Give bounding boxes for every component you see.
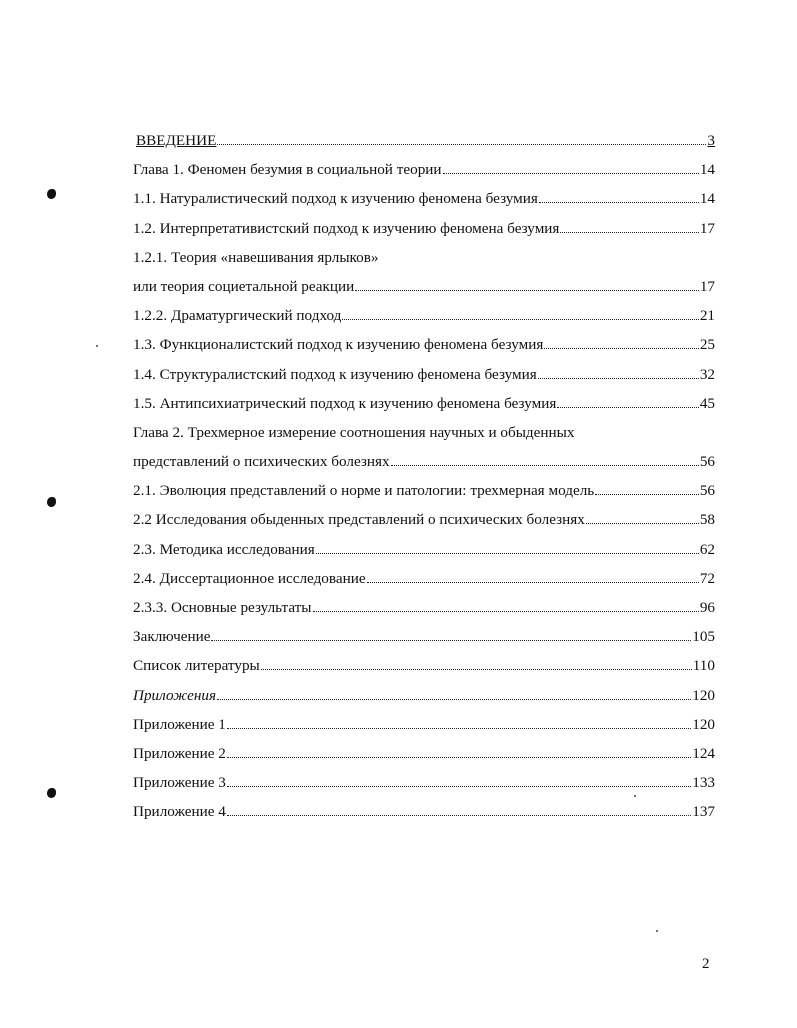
toc-entry-page: 17 <box>699 277 715 295</box>
toc-entry-page: 56 <box>699 453 715 471</box>
toc-entry <box>133 330 715 359</box>
table-of-contents <box>133 126 715 827</box>
toc-entry-label: Список литературы <box>133 657 260 675</box>
toc-entry-label: 1.1. Натуралистический подход к изучению феномена безумия <box>133 190 538 208</box>
toc-entry-page: 137 <box>692 803 715 821</box>
toc-entry-label: 2.3. Методика исследования <box>133 540 315 558</box>
toc-entry-label: представлений о психических болезнях <box>133 453 390 471</box>
toc-entry-page: 58 <box>699 511 715 529</box>
dot-leader <box>391 461 699 466</box>
toc-entry-label: 1.4. Структуралистский подход к изучению феномена безумия <box>133 365 537 383</box>
toc-entry-label: 2.1. Эволюция представлений о норме и патологии: трехмерная модель <box>133 482 595 500</box>
toc-entry <box>133 389 715 418</box>
dot-leader <box>313 607 699 612</box>
dot-leader <box>316 549 699 554</box>
toc-entry-label: 1.2. Интерпретативистский подход к изучению феномена безумия <box>133 219 560 237</box>
dot-leader <box>586 519 699 524</box>
toc-entry <box>133 301 715 330</box>
toc-entry <box>133 505 715 534</box>
toc-entry-page: 124 <box>692 744 715 762</box>
toc-entry <box>133 184 715 213</box>
toc-entry-label: Приложения <box>133 686 217 704</box>
dot-leader <box>227 753 691 758</box>
toc-entry-page: 120 <box>692 715 715 733</box>
toc-entry-page: 120 <box>692 686 715 704</box>
toc-entry <box>133 797 715 826</box>
toc-entry-label: Глава 1. Феномен безумия в социальной теории <box>133 161 442 179</box>
toc-entry <box>133 243 715 272</box>
toc-entry <box>133 622 715 651</box>
toc-entry <box>133 768 715 797</box>
toc-entry-page: 32 <box>699 365 715 383</box>
toc-entry-label: 1.2.2. Драматургический подход <box>133 307 342 325</box>
toc-entry-label: ВВЕДЕНИЕ <box>136 132 217 149</box>
toc-entry-page: 110 <box>692 657 715 675</box>
page-number: 2 <box>702 956 710 972</box>
toc-entry-label: 2.4. Диссертационное исследование <box>133 569 366 587</box>
scan-speck <box>634 795 636 797</box>
punch-hole-mark <box>47 189 56 199</box>
punch-hole-mark <box>47 497 56 507</box>
toc-entry <box>133 651 715 680</box>
toc-entry <box>133 681 715 710</box>
toc-entry-label: Глава 2. Трехмерное измерение соотношения научных и обыденных <box>133 423 575 441</box>
dot-leader <box>227 724 691 729</box>
dot-leader <box>539 198 699 203</box>
dot-leader <box>211 636 691 641</box>
toc-entry <box>133 739 715 768</box>
toc-entry-label: 1.5. Антипсихиатрический подход к изучению феномена безумия <box>133 394 557 412</box>
toc-entry-page: 56 <box>699 482 715 500</box>
dot-leader <box>217 140 706 145</box>
toc-entry <box>133 126 715 155</box>
toc-entry <box>133 710 715 739</box>
toc-entry-page: 3 <box>707 132 715 149</box>
toc-entry-label: Приложение 4 <box>133 803 226 821</box>
toc-entry <box>133 214 715 243</box>
toc-entry-page: 14 <box>699 161 715 179</box>
toc-entry <box>133 564 715 593</box>
dot-leader <box>544 344 698 349</box>
dot-leader <box>227 782 691 787</box>
toc-entry-page: 62 <box>699 540 715 558</box>
toc-entry-page: 133 <box>692 774 715 792</box>
toc-entry-page: 17 <box>699 219 715 237</box>
dot-leader <box>595 490 699 495</box>
toc-entry <box>133 155 715 184</box>
toc-entry-label: Заключение <box>133 628 211 646</box>
toc-entry-label: или теория социетальной реакции <box>133 277 355 295</box>
scan-speck <box>656 930 658 932</box>
dot-leader <box>560 228 698 233</box>
toc-entry-label: 2.3.3. Основные результаты <box>133 599 312 616</box>
dot-leader <box>227 811 691 816</box>
toc-entry <box>133 360 715 389</box>
toc-entry <box>133 476 715 505</box>
toc-entry-label: Приложение 1 <box>133 715 226 733</box>
toc-entry-label: 2.2 Исследования обыденных представлений о психических болезнях <box>133 511 585 529</box>
dot-leader <box>443 169 699 174</box>
punch-hole-mark <box>47 788 56 798</box>
dot-leader <box>342 315 698 320</box>
toc-entry-label: 1.3. Функционалистский подход к изучению феномена безумия <box>133 336 544 354</box>
scan-speck <box>96 345 98 347</box>
toc-entry-page: 14 <box>699 190 715 208</box>
dot-leader <box>538 374 699 379</box>
dot-leader <box>355 286 699 291</box>
toc-entry-page: 21 <box>699 307 715 325</box>
toc-entry <box>133 272 715 301</box>
dot-leader <box>557 403 698 408</box>
toc-entry <box>133 447 715 476</box>
dot-leader <box>367 578 699 583</box>
toc-entry-label: 1.2.1. Теория «навешивания ярлыков» <box>133 248 379 266</box>
toc-entry-page: 45 <box>699 394 715 412</box>
toc-entry <box>133 418 715 447</box>
toc-entry-label: Приложение 3 <box>133 774 226 792</box>
toc-entry <box>133 535 715 564</box>
dot-leader <box>217 695 691 700</box>
toc-entry-page: 72 <box>699 569 715 587</box>
dot-leader <box>261 665 692 670</box>
toc-entry-label: Приложение 2 <box>133 744 226 762</box>
toc-entry <box>133 593 715 622</box>
toc-entry-page: 25 <box>699 336 715 354</box>
toc-entry-page: 105 <box>692 628 715 646</box>
toc-entry-page: 96 <box>699 599 715 616</box>
